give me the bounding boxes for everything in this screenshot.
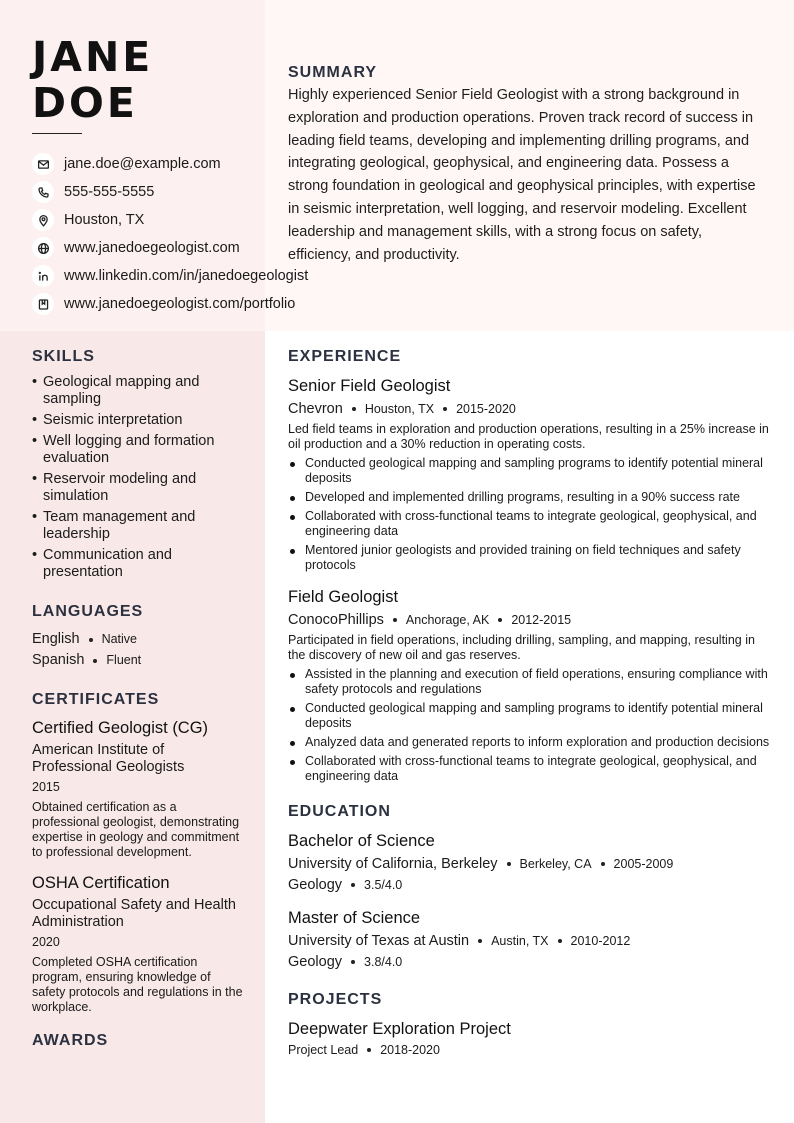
education-meta — [288, 931, 772, 951]
experience-section — [288, 348, 772, 784]
separator-dot — [558, 939, 562, 943]
contact-website[interactable] — [32, 234, 308, 262]
skill-item: • Geological mapping and sampling — [32, 374, 244, 408]
certificate-name: OSHA Certification — [32, 874, 170, 892]
job-description: Participated in field operations, including drilling, sampling, and mapping, resulting in the discovery of new oil and gas reserves. — [288, 633, 755, 662]
separator-dot — [498, 618, 502, 622]
certificate-item — [32, 873, 244, 1015]
job-company: ConocoPhillips — [288, 612, 384, 628]
job-location: Anchorage, AK — [405, 613, 490, 627]
job-bullet: Analyzed data and generated reports to inform exploration and production decisions — [288, 735, 772, 750]
job-bullet: Assisted in the planning and execution of field operations, ensuring compliance with safety protocols and regulations — [288, 667, 772, 697]
name-last: DOE — [32, 79, 138, 127]
education-heading: EDUCATION — [288, 803, 391, 820]
separator-dot — [478, 939, 482, 943]
skills-list — [32, 374, 244, 581]
skill-item: • Reservoir modeling and simulation — [32, 471, 244, 505]
job-bullet: Conducted geological mapping and sampling programs to identify potential mineral deposits — [288, 701, 772, 731]
certificate-org: American Institute of Professional Geologists — [32, 742, 185, 775]
skill-item: • Communication and presentation — [32, 547, 244, 581]
contact-portfolio-text[interactable]: www.janedoegeologist.com/portfolio — [64, 296, 296, 312]
job-meta — [288, 610, 772, 630]
job-company: Chevron — [288, 401, 343, 417]
separator-dot — [89, 638, 93, 642]
awards-heading: AWARDS — [32, 1032, 109, 1049]
job-dates: 2015-2020 — [456, 402, 516, 416]
job-location: Houston, TX — [364, 402, 435, 416]
education-item — [288, 831, 772, 895]
project-role: Project Lead — [288, 1043, 359, 1057]
skills-heading: SKILLS — [32, 348, 95, 365]
certificate-org: Occupational Safety and Health Administration — [32, 897, 236, 930]
separator-dot — [367, 1048, 371, 1052]
education-section — [288, 803, 772, 972]
contact-phone[interactable] — [32, 178, 308, 206]
certificates-heading: CERTIFICATES — [32, 691, 160, 708]
education-item — [288, 908, 772, 972]
contact-email-text[interactable]: jane.doe@example.com — [64, 156, 221, 172]
job-title: Field Geologist — [288, 588, 399, 606]
skills-section — [32, 348, 244, 581]
phone-icon — [32, 181, 54, 203]
skill-item: • Seismic interpretation — [32, 412, 244, 429]
left-column — [32, 348, 244, 1050]
candidate-name — [32, 34, 153, 126]
job-item — [288, 376, 772, 573]
name-divider — [32, 133, 82, 134]
contact-location — [32, 206, 308, 234]
job-dates: 2012-2015 — [511, 613, 572, 627]
project-name: Deepwater Exploration Project — [288, 1020, 511, 1038]
school-location: Berkeley, CA — [519, 857, 592, 871]
job-bullet: Collaborated with cross-functional teams to integrate geological, geophysical, and engineering data — [288, 509, 772, 539]
certificate-desc: Obtained certification as a professional geologist, demonstrating expertise in geology and commitment to professional development. — [32, 800, 240, 859]
school-name: University of California, Berkeley — [288, 856, 498, 872]
job-bullets — [288, 667, 772, 784]
languages-section — [32, 603, 244, 671]
project-item — [288, 1019, 772, 1060]
job-meta — [288, 399, 772, 419]
certificate-year: 2015 — [32, 780, 60, 794]
job-bullet: Mentored junior geologists and provided training on field techniques and safety protocols — [288, 543, 772, 573]
school-location: Austin, TX — [491, 934, 549, 948]
separator-dot — [507, 862, 511, 866]
separator-dot — [352, 407, 356, 411]
certificates-section — [32, 691, 244, 1015]
education-field-row — [288, 875, 772, 895]
project-dates: 2018-2020 — [380, 1043, 440, 1057]
skill-item: • Team management and leadership — [32, 509, 244, 543]
location-pin-icon — [32, 209, 54, 231]
contact-linkedin-text[interactable]: www.linkedin.com/in/janedoegeologist — [64, 268, 309, 284]
bookmark-icon — [32, 293, 54, 315]
certificate-name: Certified Geologist (CG) — [32, 719, 209, 737]
skill-item: • Well logging and formation evaluation — [32, 433, 244, 467]
school-name: University of Texas at Austin — [288, 933, 470, 949]
education-meta — [288, 854, 772, 874]
languages-heading: LANGUAGES — [32, 603, 144, 620]
separator-dot — [443, 407, 447, 411]
experience-heading: EXPERIENCE — [288, 348, 402, 365]
education-field: Geology — [288, 877, 343, 893]
language-level: Fluent — [106, 653, 142, 667]
contact-website-text[interactable]: www.janedoegeologist.com — [64, 240, 240, 256]
awards-section — [32, 1032, 244, 1050]
certificate-item — [32, 718, 244, 860]
job-bullet: Developed and implemented drilling programs, resulting in a 90% success rate — [288, 490, 772, 505]
projects-section — [288, 991, 772, 1060]
education-gpa: 3.8/4.0 — [364, 955, 403, 969]
projects-heading: PROJECTS — [288, 991, 383, 1008]
email-icon — [32, 153, 54, 175]
certificate-desc: Completed OSHA certification program, ensuring knowledge of safety protocols and regulations in the workplace. — [32, 955, 243, 1014]
language-item — [32, 629, 244, 650]
degree-title: Bachelor of Science — [288, 832, 435, 850]
language-name: Spanish — [32, 652, 85, 668]
job-bullet: Conducted geological mapping and sampling programs to identify potential mineral deposits — [288, 456, 772, 486]
language-name: English — [32, 631, 80, 647]
summary-heading: SUMMARY — [288, 64, 378, 81]
certificate-year: 2020 — [32, 935, 60, 949]
job-bullet: Collaborated with cross-functional teams to integrate geological, geophysical, and engineering data — [288, 754, 772, 784]
separator-dot — [351, 883, 355, 887]
education-field-row — [288, 952, 772, 972]
separator-dot — [601, 862, 605, 866]
language-item — [32, 650, 244, 671]
globe-icon — [32, 237, 54, 259]
job-description: Led field teams in exploration and production operations, resulting in a 25% increase in oil production and a 30% reduction in operating costs. — [288, 422, 769, 451]
project-meta — [288, 1040, 772, 1060]
language-level: Native — [101, 632, 137, 646]
education-dates: 2005-2009 — [613, 857, 674, 871]
linkedin-icon — [32, 265, 54, 287]
contact-location-text: Houston, TX — [64, 212, 145, 228]
degree-title: Master of Science — [288, 909, 421, 927]
job-item — [288, 587, 772, 784]
separator-dot — [393, 618, 397, 622]
education-gpa: 3.5/4.0 — [364, 878, 403, 892]
summary-section — [288, 64, 768, 266]
contact-email[interactable] — [32, 150, 308, 178]
separator-dot — [351, 960, 355, 964]
summary-text: Highly experienced Senior Field Geologist with a strong background in exploration and production operations. Proven track record of success in leading field teams, developing and implementing drilling programs, and integrating geological, geophysical, and engineering data. Possess a strong foundation in geological and geophysical principles, with expertise in seismic interpretation, well logging, and reservoir modeling. Excellent leadership and management skills, with a strong focus on safety, efficiency, and productivity. — [288, 87, 756, 263]
job-title: Senior Field Geologist — [288, 377, 451, 395]
right-column — [288, 348, 772, 1060]
education-dates: 2010-2012 — [570, 934, 631, 948]
education-field: Geology — [288, 954, 343, 970]
contact-linkedin[interactable] — [32, 262, 308, 290]
contact-list — [32, 150, 308, 318]
contact-phone-text[interactable]: 555-555-5555 — [64, 184, 155, 200]
contact-portfolio[interactable] — [32, 290, 308, 318]
name-first: JANE — [32, 33, 154, 81]
job-bullets — [288, 456, 772, 573]
separator-dot — [93, 659, 97, 663]
